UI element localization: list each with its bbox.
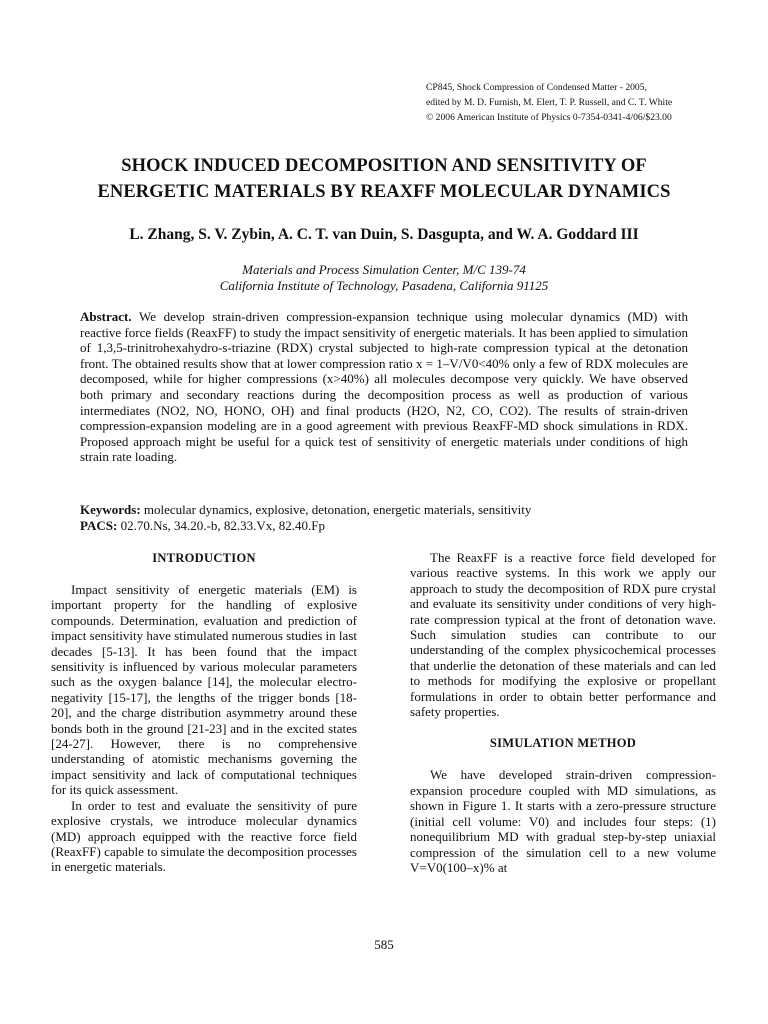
affiliation-line-1: Materials and Process Simulation Center, M/C 139-74 <box>242 262 526 277</box>
header-line-2: edited by M. D. Furnish, M. Elert, T. P. Russell, and C. T. White <box>426 97 673 108</box>
simulation-method-heading: SIMULATION METHOD <box>489 736 637 751</box>
pacs-line <box>80 518 688 534</box>
keywords-block <box>80 502 688 534</box>
keywords-label: Keywords: <box>80 502 141 517</box>
abstract-label: Abstract. <box>80 309 132 324</box>
intro-paragraph-2: In order to test and evaluate the sensitivity of pure explosive crystals, we introduce molecular dynamics (MD) approach equipped with the reactive force field (ReaxFF) capable to simulate the decomposition processes in energetic materials. <box>51 797 357 875</box>
intro-paragraph-1: Impact sensitivity of energetic materials (EM) is important property for the handling of explosive compounds. Determination, evaluation and prediction of impact sensitivity have stimulated numerous studies in last decades [5-13]. It has been found that the impact sensitivity is influenced by various molecular parameters such as the oxygen balance [14], the molecular electro-negativity [15-17], the lengths of the trigger bonds [18-20], and the charge distribution asymmetry around these bonds both in the ground [21-23] and in the excited states [24-27]. However, there is no comprehensive understanding of atomistic mechanisms governing the impact sensitivity and lack of computational techniques for its quick assessment. <box>51 582 357 798</box>
reaxff-paragraph: The ReaxFF is a reactive force field developed for various reactive systems. In this work we apply our approach to study the decomposition of RDX pure crystal and evaluate its sensitivity under conditions of very high-rate compression typical at the front of detonation wave. Such simulation studies can contribute to our understanding of the complex physicochemical processes that underlie the detonation of these materials and can led to methods for modifying the explosive or propellant formulations in order to obtain better performance and safety properties. <box>410 550 716 720</box>
title-line-2: ENERGETIC MATERIALS BY REAXFF MOLECULAR DYNAMICS <box>97 182 671 202</box>
affiliation <box>40 262 728 294</box>
pacs-label: PACS: <box>80 518 118 533</box>
simulation-paragraph: We have developed strain-driven compression-expansion procedure coupled with MD simulations, as shown in Figure 1. It starts with a zero-pressure structure (initial cell volume: V0) and includes four steps: (1) nonequilibrium MD with gradual step-by-step uniaxial compression of the simulation cell to a new volume V=V0(100–x)% at <box>410 767 716 875</box>
header-line-3: © 2006 American Institute of Physics 0-7354-0341-4/06/$23.00 <box>426 112 672 123</box>
keywords-text: molecular dynamics, explosive, detonation, energetic materials, sensitivity <box>143 502 532 517</box>
author-list: L. Zhang, S. V. Zybin, A. C. T. van Duin, S. Dasgupta, and W. A. Goddard III <box>129 226 639 243</box>
page-number: 585 <box>374 937 394 952</box>
abstract <box>80 309 688 465</box>
publication-header <box>426 80 746 125</box>
header-line-1: CP845, Shock Compression of Condensed Matter - 2005, <box>426 82 647 93</box>
paper-title <box>40 153 728 205</box>
keywords-line <box>80 502 688 518</box>
abstract-text: We develop strain-driven compression-expansion technique using molecular dynamics (MD) with reactive force fields (ReaxFF) to study the impact sensitivity of energetic materials. It has been applied to simulation of 1,3,5-trinitrohexahydro-s-triazine (RDX) crystal subjected to high-rate compression typical at the detonation front. The obtained results show that at lower compression ratio x = 1–V/V0<40% only a few of RDX molecules are decomposed, while for higher compressions (x>40%) all molecules decompose very quickly. We have observed both primary and secondary reactions during the decomposition process as well as production of various intermediates (NO2, NO, HONO, OH) and final products (H2O, N2, CO, CO2). The results of strain-driven compression-expansion modeling are in a good agreement with previous ReaxFF-MD shock simulations in RDX. Proposed approach might be useful for a quick test of sensitivity of energetic materials under conditions of high strain rate loading. <box>80 309 689 465</box>
pacs-text: 02.70.Ns, 34.20.-b, 82.33.Vx, 82.40.Fp <box>120 518 325 533</box>
left-column <box>51 550 357 875</box>
right-column <box>410 550 716 875</box>
introduction-heading: INTRODUCTION <box>152 551 256 565</box>
title-line-1: SHOCK INDUCED DECOMPOSITION AND SENSITIVITY OF <box>121 156 647 176</box>
affiliation-line-2: California Institute of Technology, Pasadena, California 91125 <box>219 278 549 293</box>
